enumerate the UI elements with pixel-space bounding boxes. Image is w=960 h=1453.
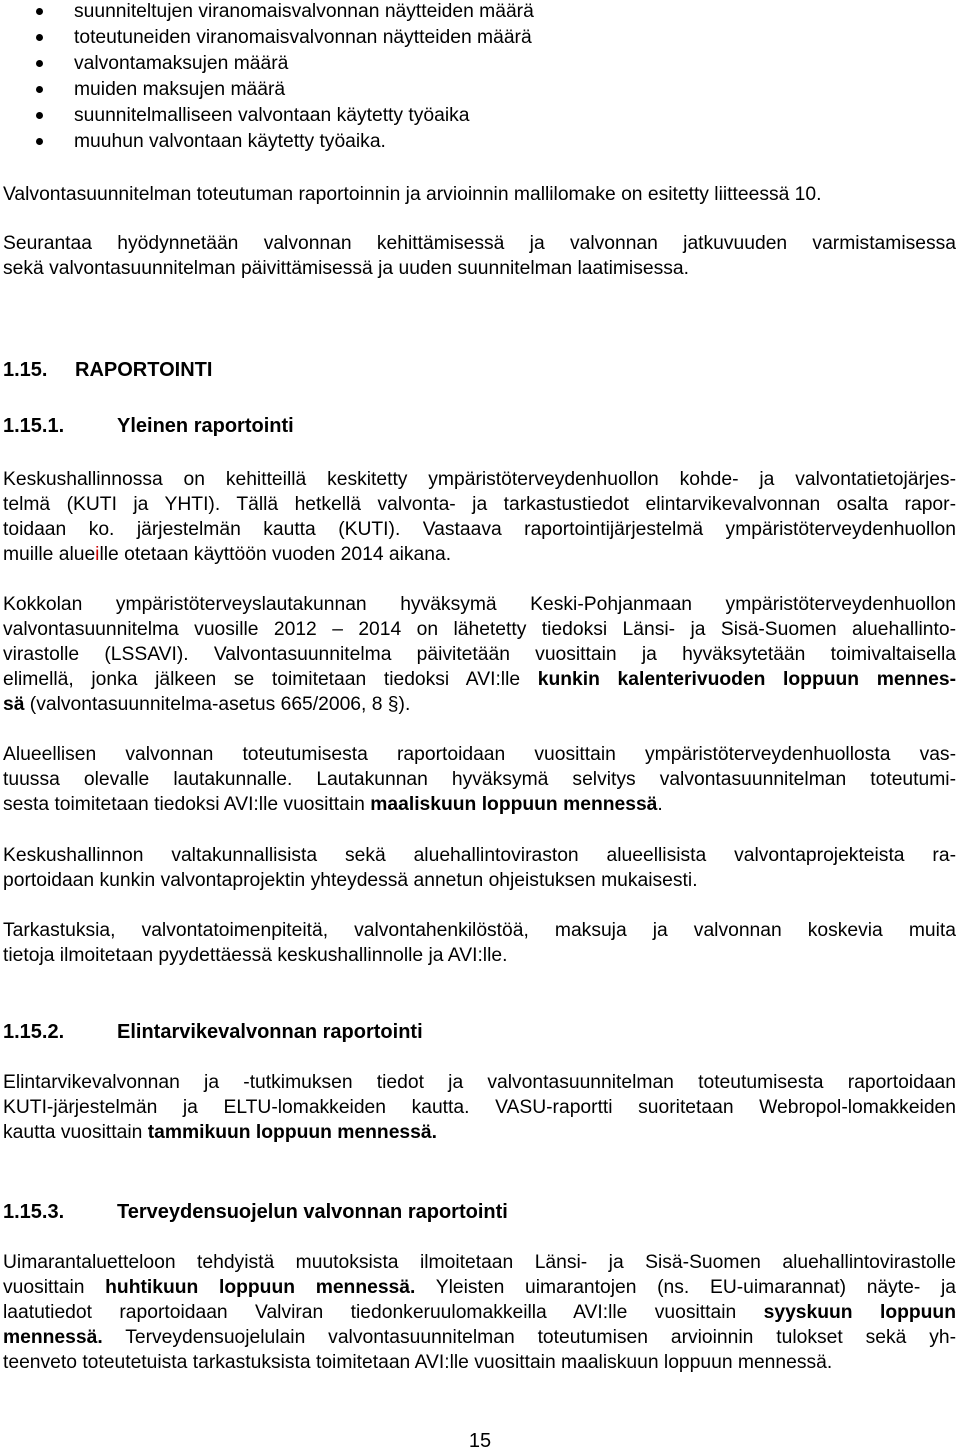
bullet-item: toteutuneiden viranomaisvalvonnan näytteiden määrä — [74, 27, 532, 48]
paragraph-line: valvontasuunnitelma vuosille 2012 – 2014 on lähetetty tiedoksi Länsi- ja Sisä-Suomen aluehallinto- — [3, 619, 956, 640]
subsection-title: Terveydensuojelun valvonnan raportointi — [117, 1201, 508, 1223]
paragraph-line: Tarkastuksia, valvontatoimenpiteitä, valvontahenkilöstöä, maksuja ja valvonnan koskevia muita — [3, 920, 956, 941]
paragraph-line: laatutiedot raportoidaan Valviran tiedonkeruulomakkeilla AVI:lle vuosittain syyskuun loppuun — [3, 1302, 956, 1323]
paragraph-line: Keskushallinnon valtakunnallisista sekä aluehallintoviraston alueellisista valvontaprojekteista ra- — [3, 845, 956, 866]
paragraph-line: Kokkolan ympäristöterveyslautakunnan hyväksymä Keski-Pohjanmaan ympäristöterveydenhuollon — [3, 594, 956, 615]
subsection-title: Yleinen raportointi — [117, 415, 294, 437]
paragraph-line: KUTI-järjestelmän ja ELTU-lomakkeiden kautta. VASU-raportti suoritetaan Webropol-lomakkeiden — [3, 1097, 956, 1118]
page-number: 15 — [468, 1430, 492, 1452]
bullet-marker — [36, 8, 43, 15]
paragraph-line: sä (valvontasuunnitelma-asetus 665/2006, 8 §). — [3, 694, 411, 715]
paragraph-line: sesta toimitetaan tiedoksi AVI:lle vuosittain maaliskuun loppuun mennessä. — [3, 794, 663, 815]
bullet-item: muuhun valvontaan käytetty työaika. — [74, 131, 386, 152]
bullet-marker — [36, 60, 43, 67]
section-number: 1.15. — [3, 359, 48, 381]
bullet-item: suunniteltujen viranomaisvalvonnan näytteiden määrä — [74, 1, 534, 22]
bullet-item: valvontamaksujen määrä — [74, 53, 289, 74]
paragraph-line: sekä valvontasuunnitelman päivittämisessä ja uuden suunnitelman laatimisessa. — [3, 258, 689, 279]
paragraph-line: Alueellisen valvonnan toteutumisesta raportoidaan vuosittain ympäristöterveydenhuollosta vas- — [3, 744, 956, 765]
bullet-item: muiden maksujen määrä — [74, 79, 286, 100]
paragraph-line: Elintarvikevalvonnan ja -tutkimuksen tiedot ja valvontasuunnitelman toteutumisesta raportoidaan — [3, 1072, 956, 1093]
paragraph-line: Seurantaa hyödynnetään valvonnan kehittämisessä ja valvonnan jatkuvuuden varmistamisessa — [3, 233, 956, 254]
paragraph-line: virastolle (LSSAVI). Valvontasuunnitelma päivitetään vuosittain ja hyväksytetään toimivaltaisella — [3, 644, 956, 665]
paragraph-line: tuussa olevalle lautakunnalle. Lautakunnan hyväksymä selvitys valvontasuunnitelman toteutumi- — [3, 769, 956, 790]
subsection-number: 1.15.1. — [3, 415, 65, 437]
section-title: RAPORTOINTI — [75, 359, 213, 381]
paragraph-line: muille alueille otetaan käyttöön vuoden 2014 aikana. — [3, 544, 452, 565]
paragraph-line: elimellä, jonka jälkeen se toimitetaan tiedoksi AVI:lle kunkin kalenterivuoden loppuun mennes- — [3, 669, 957, 690]
paragraph-line: telmä (KUTI ja YHTI). Tällä hetkellä valvonta- ja tarkastustiedot elintarvikevalvonnan osalta rapor- — [3, 494, 956, 515]
paragraph-line: teenveto toteutetuista tarkastuksista toimitetaan AVI:lle vuosittain maaliskuun loppuun mennessä. — [3, 1352, 833, 1373]
bullet-item: suunnitelmalliseen valvontaan käytetty työaika — [74, 105, 470, 126]
bullet-marker — [36, 138, 43, 145]
paragraph-line: tietoja ilmoitetaan pyydettäessä keskushallinnolle ja AVI:lle. — [3, 945, 508, 966]
paragraph-line: vuosittain huhtikuun loppuun mennessä. Yleisten uimarantojen (ns. EU-uimarannat) näyte- ja — [3, 1277, 956, 1298]
paragraph-line: Valvontasuunnitelman toteutuman raportoinnin ja arvioinnin mallilomake on esitetty liitteessä 10. — [3, 184, 822, 205]
paragraph-line: mennessä. Terveydensuojelulain valvontasuunnitelman toteutumisen arvioinnin tulokset sekä yh- — [3, 1327, 956, 1348]
paragraph-line: Keskushallinnossa on kehitteillä keskitetty ympäristöterveydenhuollon kohde- ja valvontatietojärjes- — [3, 469, 956, 490]
subsection-number: 1.15.3. — [3, 1201, 65, 1223]
bullet-marker — [36, 34, 43, 41]
subsection-number: 1.15.2. — [3, 1021, 65, 1043]
paragraph-line: portoidaan kunkin valvontaprojektin yhteydessä annetun ohjeistuksen mukaisesti. — [3, 870, 698, 891]
bullet-marker — [36, 112, 43, 119]
paragraph-line: toidaan ko. järjestelmän kautta (KUTI). Vastaava raportointijärjestelmä ympäristöterveydenhuollon — [3, 519, 956, 540]
bullet-marker — [36, 86, 43, 93]
highlighted-letter: i — [95, 544, 100, 565]
paragraph-line: Uimarantaluetteloon tehdyistä muutoksista ilmoitetaan Länsi- ja Sisä-Suomen aluehallintovirastolle — [3, 1252, 956, 1273]
subsection-title: Elintarvikevalvonnan raportointi — [117, 1021, 423, 1043]
paragraph-line: kautta vuosittain tammikuun loppuun mennessä. — [3, 1122, 437, 1143]
